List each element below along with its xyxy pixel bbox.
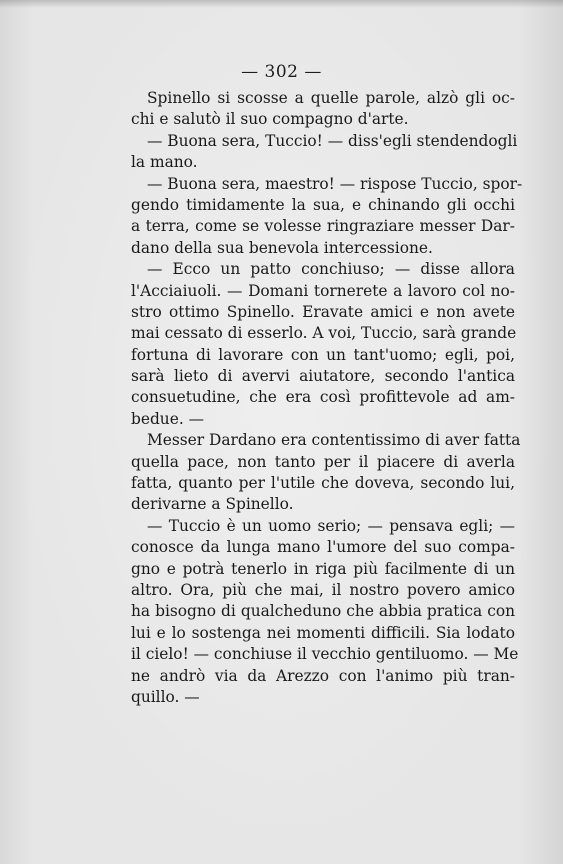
text-line: dano della sua benevola intercessione. bbox=[131, 238, 433, 257]
text-line: ne andrò via da Arezzo con l'animo più tran- bbox=[131, 666, 515, 685]
text-line: il cielo! — conchiuse il vecchio gentiluomo. — Me bbox=[131, 645, 519, 664]
paragraph bbox=[131, 516, 519, 709]
text-line: consuetudine, che era così profittevole ad am- bbox=[131, 388, 515, 407]
page-edge-shadow bbox=[0, 0, 563, 8]
text-line: lui e lo sostenga nei momenti difficili. Sia lodato bbox=[131, 623, 515, 642]
text-line: Spinello si scosse a quelle parole, alzò gli oc- bbox=[147, 89, 515, 107]
text-line: sarà lieto di avervi aiutatore, secondo l'antica bbox=[131, 367, 515, 386]
paragraph bbox=[131, 259, 515, 430]
text-line: stro ottimo Spinello. Eravate amici e non avete bbox=[131, 302, 515, 321]
text-line: derivarne a Spinello. bbox=[131, 495, 294, 514]
text-line: la mano. bbox=[131, 153, 198, 172]
text-line: Messer Dardano era contentissimo di aver fatta bbox=[147, 431, 521, 450]
paragraph bbox=[131, 430, 521, 516]
page-number: — 302 — bbox=[241, 62, 322, 82]
text-line: — Tuccio è un uomo serio; — pensava egli; — bbox=[147, 516, 515, 535]
text-line: quella pace, non tanto per il piacere di averla bbox=[131, 452, 515, 471]
paragraph bbox=[131, 131, 518, 174]
text-line: — Buona sera, maestro! — rispose Tuccio, spor- bbox=[147, 174, 523, 193]
text-line: ha bisogno di qualcheduno che abbia pratica con bbox=[131, 602, 515, 621]
paragraph bbox=[131, 88, 515, 131]
text-line: mai cessato di esserlo. A voi, Tuccio, sarà grande bbox=[131, 324, 517, 343]
text-line: chi e salutò il suo compagno d'arte. bbox=[131, 110, 409, 129]
text-line: l'Acciaiuoli. — Domani tornerete a lavoro col no- bbox=[131, 281, 515, 300]
text-line: — Buona sera, Tuccio! — diss'egli stendendogli bbox=[147, 131, 518, 150]
text-line: gendo timidamente la sua, e chinando gli occhi bbox=[131, 195, 515, 214]
text-line: quillo. — bbox=[131, 687, 200, 706]
text-line: a terra, come se volesse ringraziare messer Dar- bbox=[131, 217, 515, 236]
text-line: — Ecco un patto conchiuso; — disse allora bbox=[147, 260, 515, 279]
text-line: conosce da lunga mano l'umore del suo compa- bbox=[131, 538, 515, 557]
text-line: gno e potrà tenerlo in riga più facilmente di un bbox=[131, 559, 515, 578]
paragraph bbox=[131, 174, 523, 260]
text-line: altro. Ora, più che mai, il nostro povero amico bbox=[131, 580, 515, 599]
page-text bbox=[131, 88, 523, 708]
text-line: fatta, quanto per l'utile che doveva, secondo lui, bbox=[131, 474, 515, 493]
text-line: bedue. — bbox=[131, 409, 205, 428]
text-line: fortuna di lavorare con un tant'uomo; egli, poi, bbox=[131, 345, 515, 364]
